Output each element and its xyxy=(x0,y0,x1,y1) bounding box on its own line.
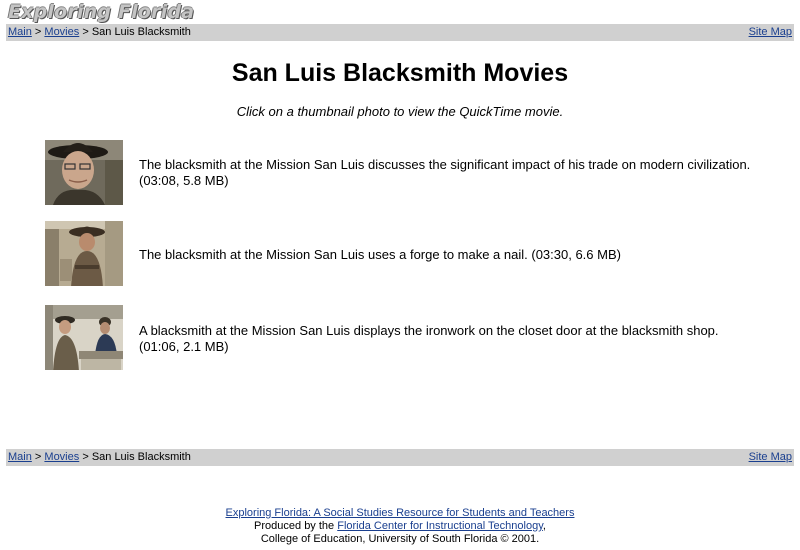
blacksmith-forge-image xyxy=(45,221,123,286)
movie-thumbnail[interactable] xyxy=(45,140,123,205)
breadcrumb-movies-link[interactable]: Movies xyxy=(44,451,80,463)
breadcrumb-movies-link[interactable]: Movies xyxy=(44,26,80,38)
breadcrumb-main-link[interactable]: Main xyxy=(8,451,32,463)
page-title: San Luis Blacksmith Movies xyxy=(231,59,569,87)
exploring-florida-home-link[interactable]: Exploring Florida: A Social Studies Resource for Students and Teachers xyxy=(225,507,575,519)
breadcrumb-separator: > xyxy=(82,26,89,38)
footer-line-2 xyxy=(0,520,800,533)
footer-line-3 xyxy=(0,533,800,546)
site-map-link[interactable]: Site Map xyxy=(748,26,792,38)
breadcrumb-separator: > xyxy=(34,451,42,463)
blacksmith-shop-image xyxy=(45,305,123,370)
breadcrumb-current: San Luis Blacksmith xyxy=(91,26,191,38)
page-instructions: Click on a thumbnail photo to view the QuickTime movie. xyxy=(236,104,564,119)
movie-thumbnail[interactable] xyxy=(45,305,123,370)
page-footer xyxy=(0,507,800,546)
breadcrumb-separator: > xyxy=(82,451,89,463)
produced-by-text: Produced by the xyxy=(254,520,335,532)
top-navbar xyxy=(6,24,794,41)
exploring-florida-logo[interactable]: Exploring Florida xyxy=(8,1,195,23)
movie-thumbnail[interactable] xyxy=(45,221,123,286)
movie-description: The blacksmith at the Mission San Luis uses a forge to make a nail. (03:30, 6.6 MB) xyxy=(139,247,621,262)
breadcrumb xyxy=(8,449,191,466)
fcit-link[interactable]: Florida Center for Instructional Technology xyxy=(337,520,543,532)
breadcrumb-current: San Luis Blacksmith xyxy=(91,451,191,463)
college-copyright-text: College of Education, University of South Florida © 2001. xyxy=(260,533,540,545)
footer-line-1 xyxy=(0,507,800,520)
movie-description: The blacksmith at the Mission San Luis discusses the significant impact of his trade on modern civilization. (03:08, 5.8 MB) xyxy=(139,157,751,188)
blacksmith-portrait-image xyxy=(45,140,123,205)
breadcrumb-main-link[interactable]: Main xyxy=(8,26,32,38)
bottom-navbar xyxy=(6,449,794,466)
breadcrumb-separator: > xyxy=(34,26,42,38)
site-map-link[interactable]: Site Map xyxy=(748,451,792,463)
footer-comma: , xyxy=(542,520,546,532)
movie-description: A blacksmith at the Mission San Luis displays the ironwork on the closet door at the blacksmith shop. (01:06, 2.1 MB) xyxy=(139,323,719,354)
breadcrumb xyxy=(8,24,191,41)
